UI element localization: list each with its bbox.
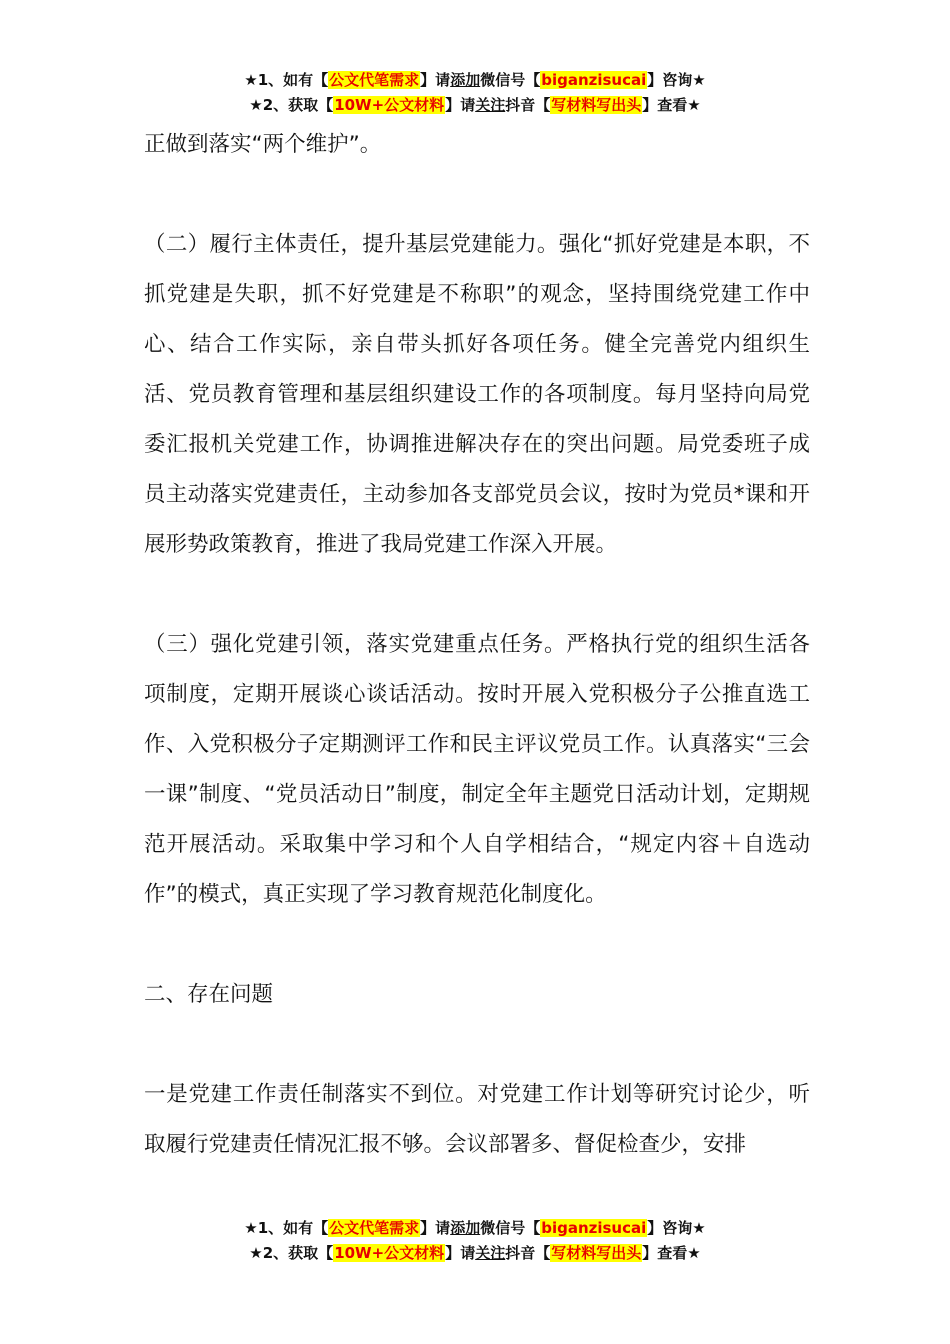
banner-underline: 添加 <box>450 71 481 89</box>
banner-highlight: 写材料写出头 <box>551 96 642 114</box>
paragraph-section-3: （三）强化党建引领，落实党建重点任务。严格执行党的组织生活各项制度，定期开展谈心谈话活动。按时开展入党积极分子公推直选工作、入党积极分子定期测评工作和民主评议党员工作。认真落实“三会一课”制度、“党员活动日”制度，制定全年主题党日活动计划，定期规范开展活动。采取集中学习和个人自学相结合，“规定内容＋自选动作”的模式，真正实现了学习教育规范化制度化。 <box>144 632 810 907</box>
banner-highlight: biganzisucai <box>541 1219 647 1237</box>
document-body <box>144 120 810 1170</box>
paragraph-gap <box>144 920 810 970</box>
header-banner <box>0 68 950 118</box>
banner-highlight: 10W+公文材料 <box>334 96 445 114</box>
banner-highlight: 公文代笔需求 <box>329 1219 420 1237</box>
paragraph-problem-1: 一是党建工作责任制落实不到位。对党建工作计划等研究讨论少，听取履行党建责任情况汇报不够。会议部署多、督促检查少，安排 <box>144 1082 810 1157</box>
paragraph-gap <box>144 570 810 620</box>
paragraph-section-2: （二）履行主体责任，提升基层党建能力。强化“抓好党建是本职，不抓党建是失职，抓不好党建是不称职”的观念，坚持围绕党建工作中心、结合工作实际，亲自带头抓好各项任务。健全完善党内组织生活、党员教育管理和基层组织建设工作的各项制度。每月坚持向局党委汇报机关党建工作，协调推进解决存在的突出问题。局党委班子成员主动落实党建责任，主动参加各支部党员会议，按时为党员*课和开展形势政策教育，推进了我局党建工作深入开展。 <box>144 232 810 557</box>
footer-banner <box>0 1216 950 1266</box>
banner-underline: 关注 <box>475 96 506 114</box>
paragraph-continuation: 正做到落实“两个维护”。 <box>144 132 382 157</box>
banner-highlight: 公文代笔需求 <box>329 71 420 89</box>
paragraph-gap <box>144 1020 810 1070</box>
banner-highlight: biganzisucai <box>541 71 647 89</box>
banner-line-2: ★2、获取【10W+公文材料】请关注抖音【写材料写出头】查看★ <box>249 1244 701 1262</box>
banner-highlight: 写材料写出头 <box>551 1244 642 1262</box>
banner-line-1: ★1、如有【公文代笔需求】请添加微信号【biganzisucai】咨询★ <box>244 1219 706 1237</box>
banner-line-2: ★2、获取【10W+公文材料】请关注抖音【写材料写出头】查看★ <box>249 96 701 114</box>
banner-highlight: 10W+公文材料 <box>334 1244 445 1262</box>
banner-line-1: ★1、如有【公文代笔需求】请添加微信号【biganzisucai】咨询★ <box>244 71 706 89</box>
banner-underline: 添加 <box>450 1219 481 1237</box>
section-heading-problems: 二、存在问题 <box>144 982 274 1007</box>
banner-underline: 关注 <box>475 1244 506 1262</box>
paragraph-gap <box>144 170 810 220</box>
